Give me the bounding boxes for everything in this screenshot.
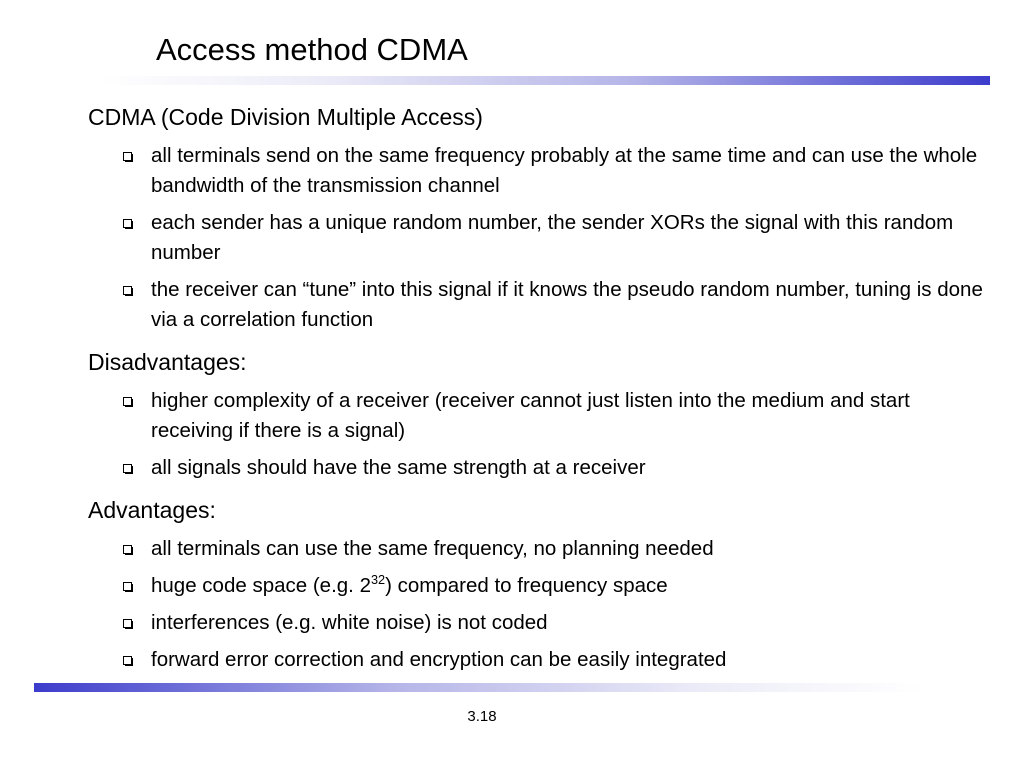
list-item xyxy=(151,453,988,483)
list-item xyxy=(151,386,988,446)
section-heading: Advantages: xyxy=(88,497,216,523)
list-item xyxy=(151,608,988,638)
bullet-text: the receiver can “tune” into this signal if it knows the pseudo random number, tuning is done via a correlation function xyxy=(151,278,983,331)
exponent: 32 xyxy=(370,572,386,588)
section-disadvantages xyxy=(88,348,988,483)
square-bullet-icon xyxy=(123,152,132,161)
bullet-text-after: ) compared to frequency space xyxy=(385,574,668,597)
bullet-text: higher complexity of a receiver (receiver cannot just listen into the medium and start receiving if there is a signal) xyxy=(151,389,910,442)
bullet-list xyxy=(88,534,988,675)
bullet-text xyxy=(151,574,668,597)
bullet-text-before: huge code space (e.g. 2 xyxy=(151,574,371,597)
bullet-text: all terminals can use the same frequency, no planning needed xyxy=(151,537,714,560)
square-bullet-icon xyxy=(123,219,132,228)
bullet-list xyxy=(88,386,988,483)
list-item xyxy=(151,571,988,601)
square-bullet-icon xyxy=(123,545,132,554)
list-item xyxy=(151,534,988,564)
title-divider xyxy=(100,76,990,85)
list-item xyxy=(151,208,988,268)
square-bullet-icon xyxy=(123,286,132,295)
section-heading: CDMA (Code Division Multiple Access) xyxy=(88,104,483,130)
section-cdma xyxy=(88,103,988,335)
bullet-text: each sender has a unique random number, the sender XORs the signal with this random number xyxy=(151,211,954,264)
square-bullet-icon xyxy=(123,656,132,665)
bullet-list xyxy=(88,141,988,335)
square-bullet-icon xyxy=(123,397,132,406)
section-heading: Disadvantages: xyxy=(88,349,247,375)
square-bullet-icon xyxy=(123,464,132,473)
page-number: 3.18 xyxy=(467,708,497,725)
section-advantages xyxy=(88,496,988,675)
bullet-text: all terminals send on the same frequency probably at the same time and can use the whole bandwidth of the transmission channel xyxy=(151,144,978,197)
list-item xyxy=(151,645,988,675)
bullet-text: forward error correction and encryption can be easily integrated xyxy=(151,648,727,671)
slide-title: Access method CDMA xyxy=(156,32,468,67)
bullet-text: all signals should have the same strength at a receiver xyxy=(151,456,646,479)
list-item xyxy=(151,275,988,335)
bullet-text: interferences (e.g. white noise) is not coded xyxy=(151,611,548,634)
square-bullet-icon xyxy=(123,582,132,591)
square-bullet-icon xyxy=(123,619,132,628)
slide-content xyxy=(88,103,988,682)
list-item xyxy=(151,141,988,201)
footer-divider xyxy=(34,683,924,692)
